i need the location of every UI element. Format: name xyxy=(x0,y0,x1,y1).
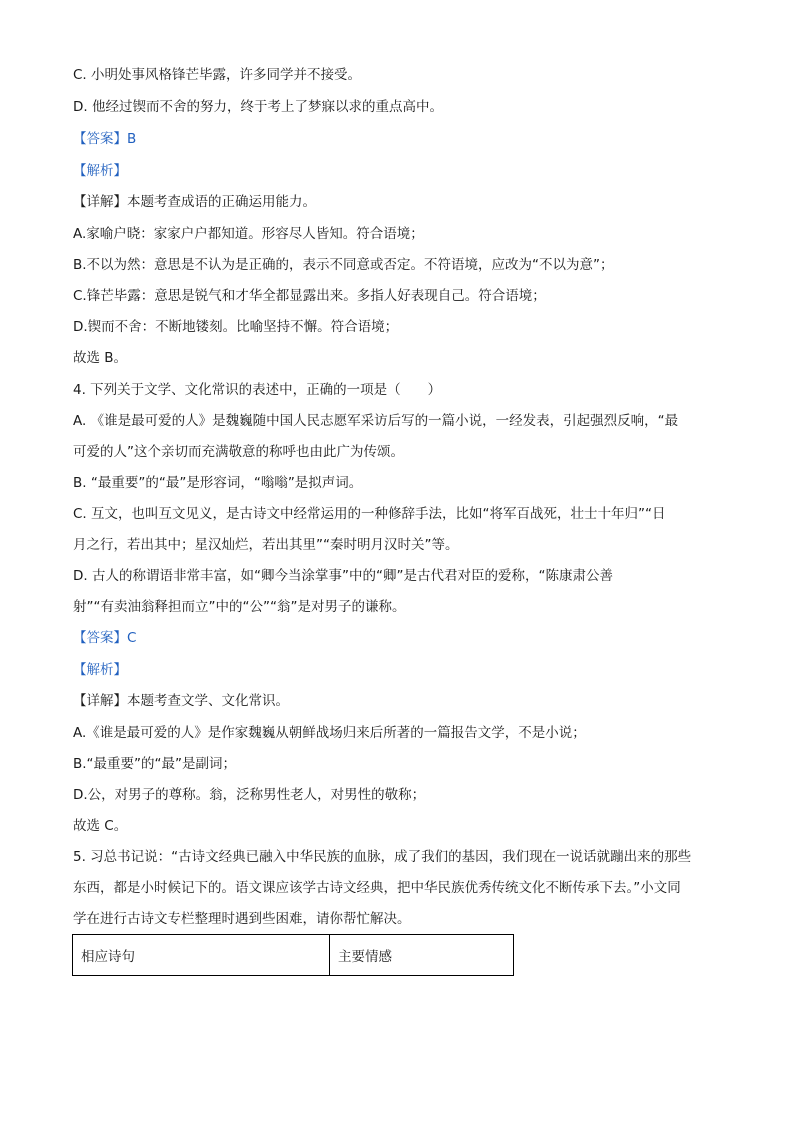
question-5-stem: 5. 习总书记说：“古诗文经典已融入中华民族的血脉，成了我们的基因，我们现在一说话就蹦出来的那些 xyxy=(73,849,692,865)
question-4-option-d: D. 古人的称谓语非常丰富，如“卿今当涂掌事”中的“卿”是古代君对臣的爱称，“陈康肃公善 xyxy=(73,568,613,584)
question-4-option-d-cont: 射”“有卖油翁释担而立”中的“公”“翁”是对男子的谦称。 xyxy=(73,599,406,615)
analysis-label: 【解析】 xyxy=(73,662,127,678)
question-4-option-c-cont: 月之行，若出其中；星汉灿烂，若出其里”“秦时明月汉时关”等。 xyxy=(73,537,459,553)
question-4-option-a: A. 《谁是最可爱的人》是魏巍随中国人民志愿军采访后写的一篇小说，一经发表，引起强烈反响，“最 xyxy=(73,413,679,429)
poetry-table xyxy=(72,934,514,976)
question-5-stem-cont: 东西，都是小时候记下的。语文课应该学古诗文经典，把中华民族优秀传统文化不断传承下去。”小文同 xyxy=(73,880,681,896)
detail-line: 【详解】本题考查成语的正确运用能力。 xyxy=(73,194,316,210)
explanation-line: D.公，对男子的尊称。翁，泛称男性老人，对男性的敬称； xyxy=(73,787,426,803)
question-4-option-c: C. 互文，也叫互文见义，是古诗文中经常运用的一种修辞手法，比如“将军百战死，壮士十年归”“日 xyxy=(73,506,666,522)
detail-line: 【详解】本题考查文学、文化常识。 xyxy=(73,693,289,709)
question-4-stem: 4. 下列关于文学、文化常识的表述中，正确的一项是（ ） xyxy=(73,382,442,398)
question-4-option-a-cont: 可爱的人”这个亲切而充满敬意的称呼也由此广为传颂。 xyxy=(73,444,404,460)
explanation-line: A.家喻户晓：家家户户都知道。形容尽人皆知。符合语境； xyxy=(73,226,424,242)
analysis-label: 【解析】 xyxy=(73,163,127,179)
explanation-line: C.锋芒毕露：意思是锐气和才华全都显露出来。多指人好表现自己。符合语境； xyxy=(73,288,546,304)
conclusion-line: 故选 C。 xyxy=(73,818,128,834)
conclusion-line: 故选 B。 xyxy=(73,350,128,366)
question-4-option-b: B. “最重要”的“最”是形容词，“嗡嗡”是拟声词。 xyxy=(73,475,363,491)
answer-label: 【答案】C xyxy=(73,630,137,646)
answer-label: 【答案】B xyxy=(73,131,137,147)
option-d-line: D. 他经过锲而不舍的努力，终于考上了梦寐以求的重点高中。 xyxy=(73,99,443,115)
option-c-line: C. 小明处事风格锋芒毕露，许多同学并不接受。 xyxy=(73,67,362,83)
explanation-line: D.锲而不舍：不断地镂刻。比喻坚持不懈。符合语境； xyxy=(73,319,399,335)
question-5-stem-cont: 学在进行古诗文专栏整理时遇到些困难，请你帮忙解决。 xyxy=(73,911,411,927)
explanation-line: A.《谁是最可爱的人》是作家魏巍从朝鲜战场归来后所著的一篇报告文学，不是小说； xyxy=(73,725,586,741)
table-header-poem-lines: 相应诗句 xyxy=(73,935,330,975)
explanation-line: B.不以为然：意思是不认为是正确的，表示不同意或否定。不符语境，应改为“不以为意”； xyxy=(73,257,614,273)
table-header-emotion: 主要情感 xyxy=(338,949,392,965)
explanation-line: B.“最重要”的“最”是副词； xyxy=(73,756,237,772)
